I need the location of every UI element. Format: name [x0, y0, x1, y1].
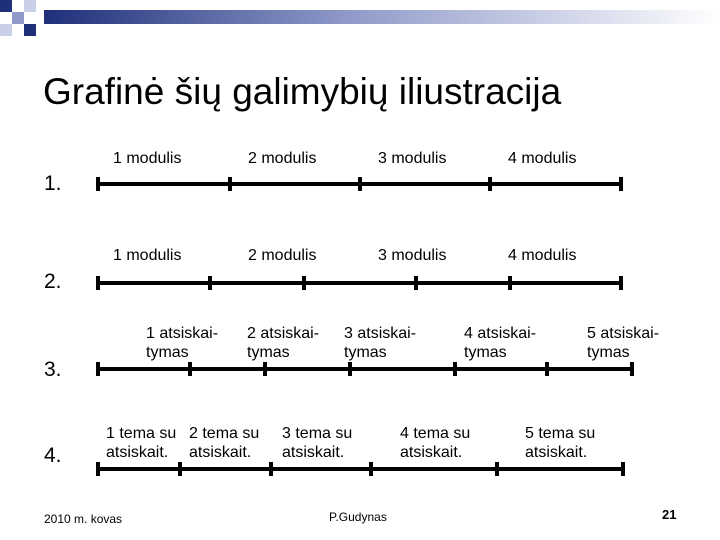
row-3-label-4-line-1: 4 atsiskai-: [464, 325, 537, 342]
row-4-label-5-line-2: atsiskait.: [525, 444, 588, 461]
row-1-label-3: 3 modulis: [378, 150, 447, 167]
row-3-label-3: [344, 324, 416, 362]
timeline-tick: [488, 177, 492, 191]
timeline-tick: [630, 362, 634, 376]
header-square-light-2: [0, 24, 12, 36]
row-2-timeline: [98, 276, 621, 290]
timeline-tick: [495, 462, 499, 476]
header-square-dark-2: [24, 24, 36, 36]
row-4-label-2-line-1: 2 tema su: [189, 425, 260, 442]
timeline-tick: [228, 177, 232, 191]
timeline-tick: [508, 276, 512, 290]
row-3-label-3-line-2: tymas: [344, 344, 387, 361]
row-4-label-1-line-1: 1 tema su: [106, 425, 177, 442]
row-4-timeline: [98, 462, 623, 476]
header-square-dark: [0, 0, 12, 12]
row-3-label-4: [464, 324, 536, 362]
timeline-tick: [263, 362, 267, 376]
timeline-tick: [302, 276, 306, 290]
timeline-tick: [545, 362, 549, 376]
row-4-label-1-line-2: atsiskait.: [106, 444, 169, 461]
page-number: 21: [662, 507, 677, 522]
row-4-label-1: [106, 424, 176, 462]
timeline-tick: [621, 462, 625, 476]
timeline-tick: [348, 362, 352, 376]
row-1-label-1: 1 modulis: [113, 150, 182, 167]
row-3-label-1-line-2: tymas: [146, 344, 189, 361]
row-3-label-2: [247, 324, 319, 362]
timeline-tick: [453, 362, 457, 376]
slide-title: Grafinė šių galimybių iliustracija: [43, 71, 562, 112]
row-3-label-4-line-2: tymas: [464, 344, 507, 361]
header-gradient-band: [44, 10, 720, 24]
header-square-mid: [12, 12, 24, 24]
row-4-label-2-line-2: atsiskait.: [189, 444, 252, 461]
row-4-label-3-line-1: 3 tema su: [282, 425, 353, 442]
row-4-label-5-line-1: 5 tema su: [525, 425, 596, 442]
row-4-label-3-line-2: atsiskait.: [282, 444, 345, 461]
row-2-number: 2.: [44, 270, 62, 293]
timeline-tick: [208, 276, 212, 290]
timeline-tick: [619, 177, 623, 191]
row-1-label-4: 4 modulis: [508, 150, 577, 167]
timeline-tick: [96, 362, 100, 376]
row-4-label-5: [525, 424, 595, 462]
row-4-label-4: [400, 424, 470, 462]
row-4-label-2: [189, 424, 259, 462]
row-4-number: 4.: [44, 444, 62, 467]
row-3-label-2-line-1: 2 atsiskai-: [247, 325, 320, 342]
row-3-label-2-line-2: tymas: [247, 344, 290, 361]
timeline-tick: [269, 462, 273, 476]
row-4-label-4-line-2: atsiskait.: [400, 444, 463, 461]
row-3-label-1: [146, 324, 218, 362]
row-1-timeline: [98, 177, 621, 191]
row-3-label-5-line-1: 5 atsiskai-: [587, 325, 660, 342]
row-3-number: 3.: [44, 358, 62, 381]
row-2-label-2: 2 modulis: [248, 247, 317, 264]
row-2-label-3: 3 modulis: [378, 247, 447, 264]
footer-author: P.Gudynas: [329, 510, 387, 524]
row-3-label-3-line-1: 3 atsiskai-: [344, 325, 417, 342]
timeline-tick: [96, 276, 100, 290]
row-4-label-4-line-1: 4 tema su: [400, 425, 471, 442]
timeline-tick: [619, 276, 623, 290]
row-2-label-1: 1 modulis: [113, 247, 182, 264]
row-1-number: 1.: [44, 172, 62, 195]
timeline-tick: [96, 177, 100, 191]
row-1-label-2: 2 modulis: [248, 150, 317, 167]
header-decoration: [0, 0, 720, 44]
timeline-tick: [96, 462, 100, 476]
row-3-timeline: [98, 362, 632, 376]
timeline-tick: [358, 177, 362, 191]
timeline-line: [98, 467, 623, 471]
timeline-line: [98, 281, 621, 285]
row-3-label-5-line-2: tymas: [587, 344, 630, 361]
footer-date: 2010 m. kovas: [44, 512, 123, 526]
row-3-label-5: [587, 324, 659, 362]
timeline-tick: [188, 362, 192, 376]
row-2-label-4: 4 modulis: [508, 247, 577, 264]
timeline-tick: [178, 462, 182, 476]
row-4-label-3: [282, 424, 352, 462]
row-3-label-1-line-1: 1 atsiskai-: [146, 325, 219, 342]
timeline-line: [98, 367, 632, 371]
timeline-tick: [369, 462, 373, 476]
header-square-light: [24, 0, 36, 12]
timeline-tick: [414, 276, 418, 290]
